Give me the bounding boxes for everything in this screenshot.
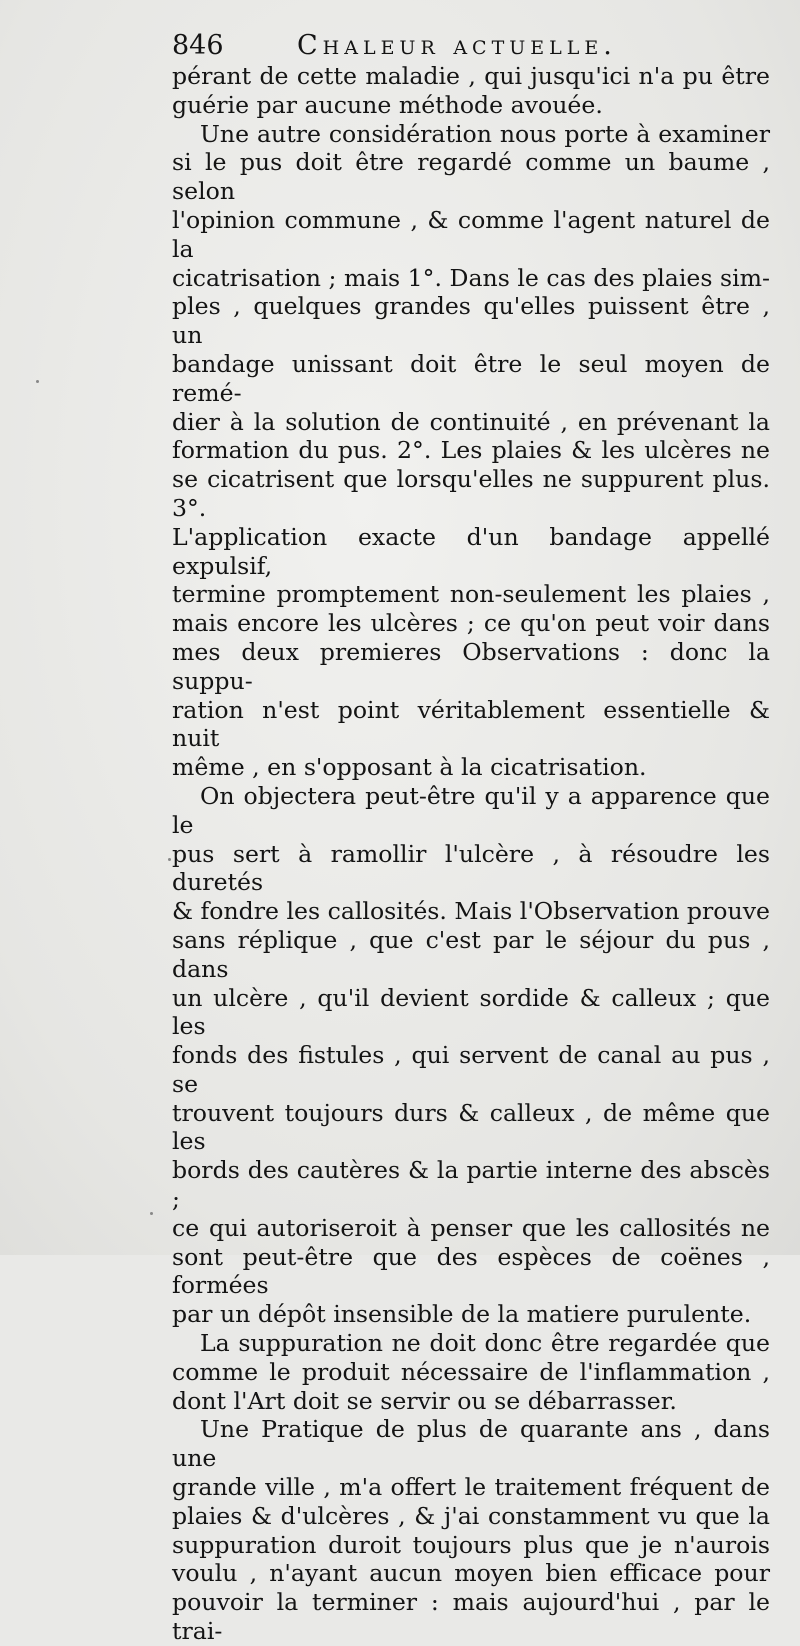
paper-speck xyxy=(168,858,171,861)
text-line: plaies & d'ulcères , & j'ai constamment vu que la xyxy=(172,1501,770,1530)
paper-speck xyxy=(36,380,39,383)
text-line: cicatrisation ; mais 1°. Dans le cas des plaies sim- xyxy=(172,263,770,292)
text-line: mais encore les ulcères ; ce qu'on peut voir dans xyxy=(172,609,770,638)
paper-speck xyxy=(150,1212,153,1215)
text-line: même , en s'opposant à la cicatrisation. xyxy=(172,753,647,782)
text-line: grande ville , m'a offert le traitement fréquent de xyxy=(172,1473,770,1502)
text-line: pus sert à ramollir l'ulcère , à résoudre les duretés xyxy=(172,839,770,897)
text-line: L'application exacte d'un bandage appellé expulsif, xyxy=(172,522,770,580)
text-line: un ulcère , qu'il devient sordide & calleux ; que les xyxy=(172,983,770,1041)
page-header xyxy=(172,26,642,66)
text-line: suppuration duroit toujours plus que je n'aurois xyxy=(172,1530,770,1559)
text-line: La suppuration ne doit donc être regardée que xyxy=(200,1329,770,1358)
text-line: comme le produit nécessaire de l'inflammation , xyxy=(172,1357,770,1386)
text-line: trouvent toujours durs & calleux , de même que les xyxy=(172,1098,770,1156)
text-line: termine promptement non-seulement les plaies , xyxy=(172,580,770,609)
paragraph-4 xyxy=(172,1329,770,1415)
paragraph-5 xyxy=(172,1415,770,1645)
text-line: sans réplique , que c'est par le séjour du pus , dans xyxy=(172,925,770,983)
text-line: pouvoir la terminer : mais aujourd'hui , par le trai- xyxy=(172,1588,770,1646)
text-line: par un dépôt insensible de la matiere purulente. xyxy=(172,1300,752,1329)
text-line: mes deux premieres Observations : donc la suppu- xyxy=(172,637,770,695)
text-line: Une autre considération nous porte à examiner xyxy=(200,119,770,148)
text-line: sont peut-être que des espèces de coënes , formées xyxy=(172,1242,770,1300)
text-line: si le pus doit être regardé comme un baume , selon xyxy=(172,148,770,206)
page-number: 846 xyxy=(172,30,224,61)
text-line: dier à la solution de continuité , en prévenant la xyxy=(172,407,770,436)
paragraph-1 xyxy=(172,62,770,120)
text-line: ce qui autoriseroit à penser que les callosités ne xyxy=(172,1213,770,1242)
text-line: On objectera peut-être qu'il y a apparence que le xyxy=(172,781,770,839)
running-title: Chaleur actuelle. xyxy=(297,30,617,61)
paragraph-3 xyxy=(172,782,770,1329)
text-line: formation du pus. 2°. Les plaies & les ulcères ne xyxy=(172,436,770,465)
text-line: voulu , n'ayant aucun moyen bien efficace pour xyxy=(172,1559,770,1588)
text-line: fonds des fistules , qui servent de canal au pus , se xyxy=(172,1041,770,1098)
text-line: pérant de cette maladie , qui jusqu'ici n'a pu être xyxy=(172,62,770,90)
text-line: dont l'Art doit se servir ou se débarrasser. xyxy=(172,1386,677,1415)
body-text xyxy=(172,62,770,1646)
text-line: se cicatrisent que lorsqu'elles ne suppurent plus. 3°. xyxy=(172,465,770,522)
text-line: & fondre les callosités. Mais l'Observation prouve xyxy=(172,897,770,926)
text-line: Une Pratique de plus de quarante ans , dans une xyxy=(172,1415,770,1473)
paragraph-2 xyxy=(172,120,770,782)
text-line: bandage unissant doit être le seul moyen de remé- xyxy=(172,349,770,407)
text-line: l'opinion commune , & comme l'agent naturel de la xyxy=(172,205,770,263)
text-line: guérie par aucune méthode avouée. xyxy=(172,90,603,119)
text-line: ration n'est point véritablement essentielle & nuit xyxy=(172,695,770,753)
text-line: ples , quelques grandes qu'elles puissent être , un xyxy=(172,292,770,350)
text-line: bords des cautères & la partie interne des abscès ; xyxy=(172,1156,770,1214)
